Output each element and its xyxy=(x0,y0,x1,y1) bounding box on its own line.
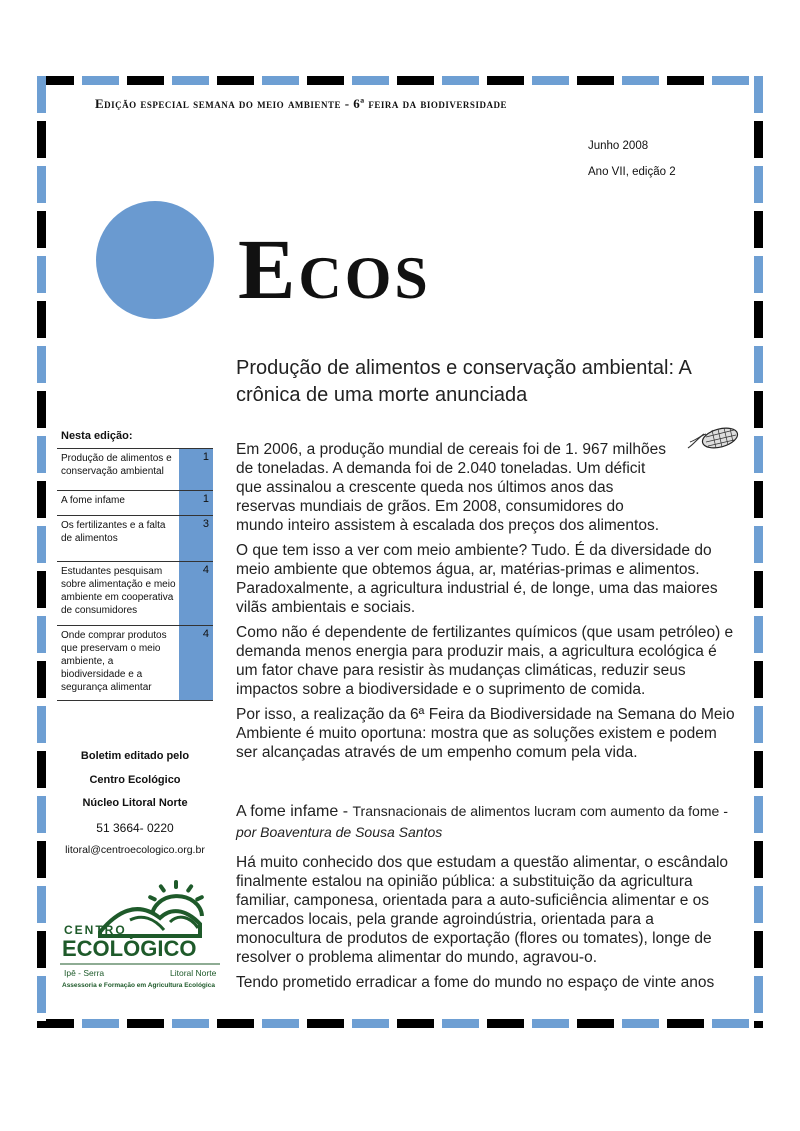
toc-item-page: 1 xyxy=(179,449,213,490)
toc-row[interactable] xyxy=(57,515,213,561)
toc-row[interactable] xyxy=(57,448,213,490)
toc-item-label: Onde comprar produtos que preservam o meio ambiente, a biodiversidade e a segurança alimentar xyxy=(61,630,167,693)
toc-row[interactable] xyxy=(57,561,213,625)
article2-byline-prefix: - por xyxy=(236,803,728,840)
toc-item-page: 4 xyxy=(179,562,213,625)
article2-heading xyxy=(236,801,746,843)
table-of-contents xyxy=(57,448,213,701)
toc-item-page: 4 xyxy=(179,626,213,700)
lead-paragraph: Por isso, a realização da 6ª Feira da Biodiversidade na Semana do Meio Ambiente é muito oportuna: mostra que as soluções existem e podem ser alcançadas através de um empenho comum pela vida. xyxy=(236,706,735,761)
toc-row[interactable] xyxy=(57,490,213,515)
toc-item-label: Os fertilizantes e a falta de alimentos xyxy=(61,520,166,544)
toc-row[interactable] xyxy=(57,625,213,701)
toc-item-label: Produção de alimentos e conservação ambiental xyxy=(61,453,172,477)
publisher-credits xyxy=(57,750,213,868)
logo-text-bottom: ECOLÓGICO xyxy=(62,936,197,961)
article2-paragraph: Há muito conhecido dos que estudam a questão alimentar, o escândalo finalmente estalou na opinião pública: a substituição da agricultura familiar, camponesa, orientada para a auto-suficiência alimentar e os mercados locais, pela grande agroindústria, orientada para a monocultura de produtos de exportação (flores ou tomates), longe de resolver o problema alimentar do mundo, agravou-o. xyxy=(236,854,729,966)
centro-ecologico-logo xyxy=(60,878,220,993)
toc-item-page: 3 xyxy=(179,516,213,561)
frame-top-border xyxy=(37,76,763,85)
article2-title: A fome infame xyxy=(236,803,339,820)
credits-line-1: Boletim editado pelo xyxy=(80,750,190,762)
toc-item-label: Estudantes pesquisam sobre alimentação e meio ambiente em cooperativa de consumidores xyxy=(61,566,176,616)
article2-subtitle: Transnacionais de alimentos lucram com aumento da fome xyxy=(352,803,720,819)
article2-dash: - xyxy=(338,803,353,820)
edition-line: Edição especial semana do meio ambiente - 6ª feira da biodiversidade xyxy=(95,96,507,111)
masthead-title: Ecos xyxy=(238,221,431,317)
frame-left-border xyxy=(37,76,46,1028)
phone-number: 51 3664- 0220 xyxy=(96,820,174,835)
frame-bottom-border xyxy=(37,1019,763,1028)
toc-item-label: A fome infame xyxy=(61,495,125,506)
issue-date: Junho 2008 xyxy=(588,140,649,152)
lead-article-body xyxy=(236,440,736,768)
email-address[interactable]: litoral@centroecologico.org.br xyxy=(65,844,205,856)
issue-number: Ano VII, edição 2 xyxy=(588,166,676,178)
frame-right-border xyxy=(754,76,763,1028)
logo-place-right: Litoral Norte xyxy=(170,968,217,978)
lead-paragraph: Como não é dependente de fertilizantes químicos (que usam petróleo) e demanda menos energia para produzir mais, a agricultura ecológica é um fator chave para resistir às mudanças climáticas, reduzir seus impactos sobre a biodiversidade e o suprimento de comida. xyxy=(236,624,734,698)
lead-article-title: Produção de alimentos e conservação ambiental: A crônica de uma morte anunciada xyxy=(236,357,691,406)
article2-paragraph: Tendo prometido erradicar a fome do mundo no espaço de vinte anos xyxy=(236,974,715,991)
logo-text-top: CENTRO xyxy=(64,923,127,937)
toc-item-page: 1 xyxy=(179,491,213,515)
article2-body xyxy=(236,853,736,998)
logo-place-left: Ipê - Serra xyxy=(64,968,105,978)
decorative-circle xyxy=(96,201,214,319)
credits-line-3: Núcleo Litoral Norte xyxy=(82,797,188,809)
credits-line-2: Centro Ecológico xyxy=(89,773,181,786)
lead-paragraph: Em 2006, a produção mundial de cereais foi de 1. 967 milhões de toneladas. A demanda foi de 2.040 toneladas. Um déficit que assinalou a crescente queda nos últimos anos das reservas mundiais de grãos. Em 2008, consumidores do mundo inteiro assistem à escalada dos preços dos alimentos. xyxy=(236,441,666,534)
lead-paragraph: O que tem isso a ver com meio ambiente? Tudo. É da diversidade do meio ambiente que obtemos água, ar, matérias-primas e alimentos. Paradoxalmente, a agricultura industrial é, de longe, uma das maiores vilãs ambientais e sociais. xyxy=(236,542,718,616)
article2-author: Boaventura de Sousa Santos xyxy=(260,824,443,840)
logo-tagline: Assessoria e Formação em Agricultura Ecológica xyxy=(62,982,215,989)
toc-title: Nesta edição: xyxy=(61,430,133,442)
